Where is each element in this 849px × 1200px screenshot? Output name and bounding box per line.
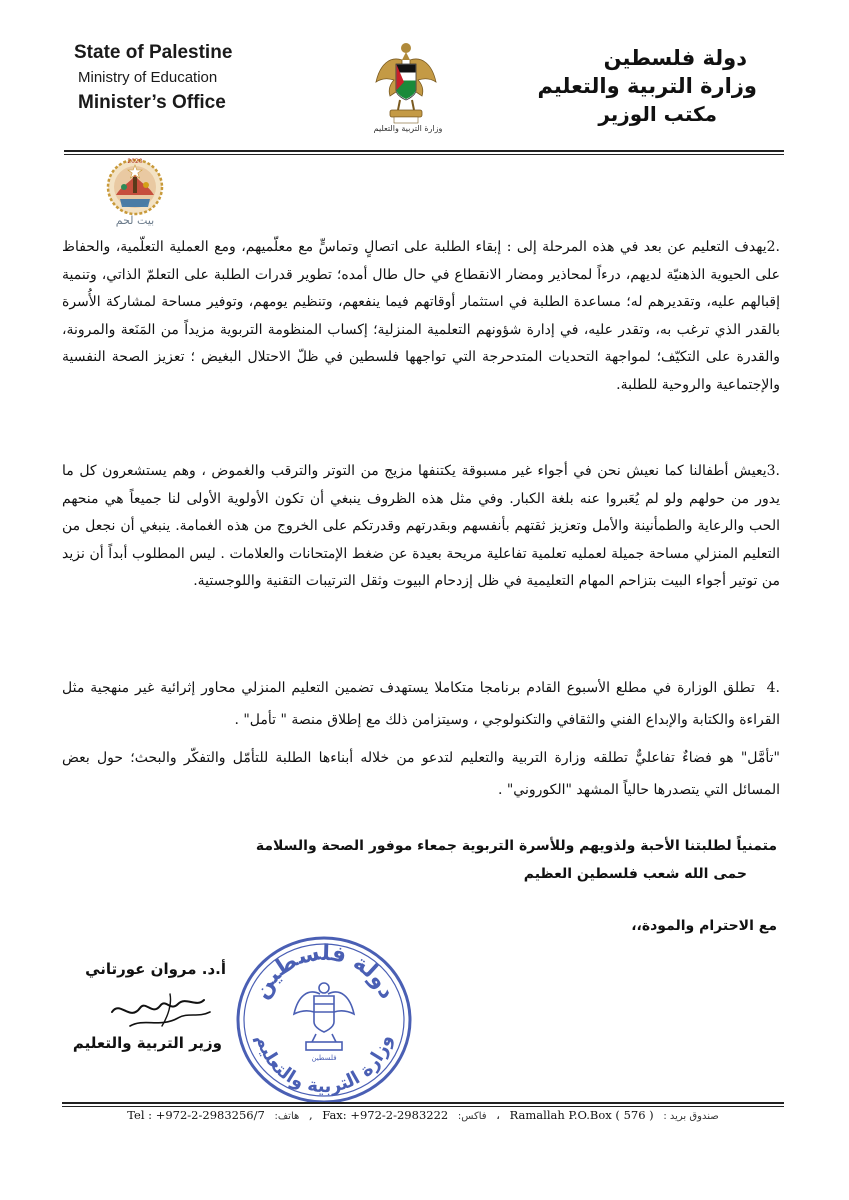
state-name-en: State of Palestine: [74, 42, 233, 63]
paragraph-2: [62, 234, 780, 400]
closing-prayer: حمى الله شعب فلسطين العظيم: [523, 866, 747, 882]
paragraph-4-number: 4.: [766, 680, 780, 696]
header-divider: [64, 150, 784, 152]
footer-divider: [62, 1102, 784, 1104]
paragraph-4: [62, 672, 780, 736]
letterhead-english: [74, 40, 334, 116]
footer-tel-ar: هاتف:: [274, 1111, 300, 1122]
paragraph-2-number: 2.: [766, 239, 780, 255]
footer-tel: Tel : +972-2-2983256/7: [127, 1108, 265, 1122]
footer-divider-thin: [62, 1106, 784, 1107]
signatory-name: أ.د. مروان عورتاني: [85, 960, 226, 978]
eagle-emblem-icon: [372, 38, 440, 126]
paragraph-2-text: يهدف التعليم عن بعد في هذه المرحلة إلى : إبقاء الطلبة على اتصالٍ وتماسٍّ مع معلّميهم، ومع العملية التعلّمية، والحفاظ على الحيوية الذهنيّة لديهم، درءاً لمحاذير ومضار الانقطاع في حال طال أمده؛ تطوير قدرات الطلبة على التعلمّ الذاتي، وتنمية إقبالهم عليه، وتقديرهم له؛ مساعدة الطلبة في استثمار أوقاتهم فيما ينفعهم، وتنظيم يومهم، وتوفير مساحة لمشاركة الأُسرة بالقدر الذي ترغب به، وتقدر عليه، في إدارة شؤونهم التعلمية المنزلية؛ إكساب المنظومة التربوية مزيداً من المَنَعة والمرونة، والقدرة على التكيّف؛ لمواجهة التحديات المتدحرجة التي تواجهها فلسطين في ظلّ الاحتلال البغيض ؛ تعزيز الصحة النفسية والإجتماعية والروحية للطلبة.: [62, 239, 780, 393]
official-stamp-icon: [232, 930, 416, 1106]
letterhead-arabic: [507, 44, 757, 128]
footer-fax-ar: فاكس:: [457, 1111, 487, 1122]
paragraph-3: [62, 458, 780, 596]
logo-year: 2020: [127, 158, 143, 165]
paragraph-4-text: تطلق الوزارة في مطلع الأسبوع القادم برنامجا متكاملا يستهدف تضمين التعليم المنزلي محاور إثرائية غير منهجية مثل القراءة والكتابة والإبداع الفني والثقافي والتكنولوجي ، وسيتزامن ذلك مع إطلاق منصة " تأمل" .: [62, 680, 780, 728]
ministry-name-en: Ministry of Education: [78, 69, 218, 86]
footer-address-ar: صندوق بريد :: [663, 1111, 719, 1122]
handwritten-signature-icon: [100, 982, 220, 1038]
logo-caption: بيت لحم: [115, 214, 155, 227]
office-name-ar: مكتب الوزير: [598, 102, 717, 126]
footer-fax: Fax: +972-2-2983222: [322, 1108, 449, 1122]
office-name-en: Minister’s Office: [78, 92, 226, 113]
header-divider-thin: [64, 154, 784, 155]
ministry-name-ar: وزارة التربية والتعليم: [537, 74, 757, 98]
footer-contact: Tel : +972-2-2983256/7 هاتف: , Fax: +972-2-2983222 فاكس: ، Ramallah P.O.Box ( 576 ) صندوق بريد :: [127, 1108, 719, 1122]
emblem-caption: وزارة التربية والتعليم: [373, 124, 443, 133]
footer-address: Ramallah P.O.Box ( 576 ): [509, 1108, 654, 1122]
regards-line: مع الاحترام والمودة،،: [631, 918, 777, 934]
paragraph-3-text: يعيش أطفالنا كما نعيش نحن في أجواء غير مسبوقة يكتنفها مزيج من التوتر والترقب والغموض ، وهم يستشعرون كل ما يدور من حولهم ولو لم يُعَبروا عنه بلغة الكبار. وفي مثل هذه الظروف ينبغي أن تكون الأولوية الأولى لنا جميعاً هي منحهم الحب والرعاية والطمأنينة والأمل وتعزيز ثقتهم بأنفسهم وبقدرتهم وقدرتكم على الخروج من هذه الغمامة. ينبغي أن نجعل من التعليم المنزلي مساحة جميلة لعمليه تعلمية تفاعلية مريحة بعيدة عن ضغط الإمتحانات والعلامات . ليس المطلوب أبداً أن نزيد من توتير أجواء البيت بتزاحم المهام التعليمية في ظل إزدحام البيوت وثقل الترتيبات التقنية واللوجستية.: [62, 463, 780, 590]
closing-wishes: متمنياً لطلبتنا الأحبة ولذويهم وللأسرة التربوية جمعاء موفور الصحة والسلامة: [255, 838, 777, 854]
state-name-ar: دولة فلسطين: [603, 46, 747, 70]
stamp-top-text: دولة فلسطين: [248, 940, 400, 1003]
stamp-bottom-text: وزارة التربية والتعليم: [251, 1032, 397, 1098]
paragraph-3-number: 3.: [766, 463, 780, 479]
stamp-center-text: فلسطين: [311, 1054, 337, 1062]
paragraph-ta-ammal: "تأمَّل" هو فضاءٌ تفاعليٌّ تطلقه وزارة التربية والتعليم لتدعو من خلاله أبناءها الطلبة للتأمّل والتفكّر والبحث؛ حول بعض المسائل التي يتصدرها حالياً المشهد "الكوروني" .: [62, 750, 780, 798]
signatory-title: وزير التربية والتعليم: [72, 1034, 222, 1052]
